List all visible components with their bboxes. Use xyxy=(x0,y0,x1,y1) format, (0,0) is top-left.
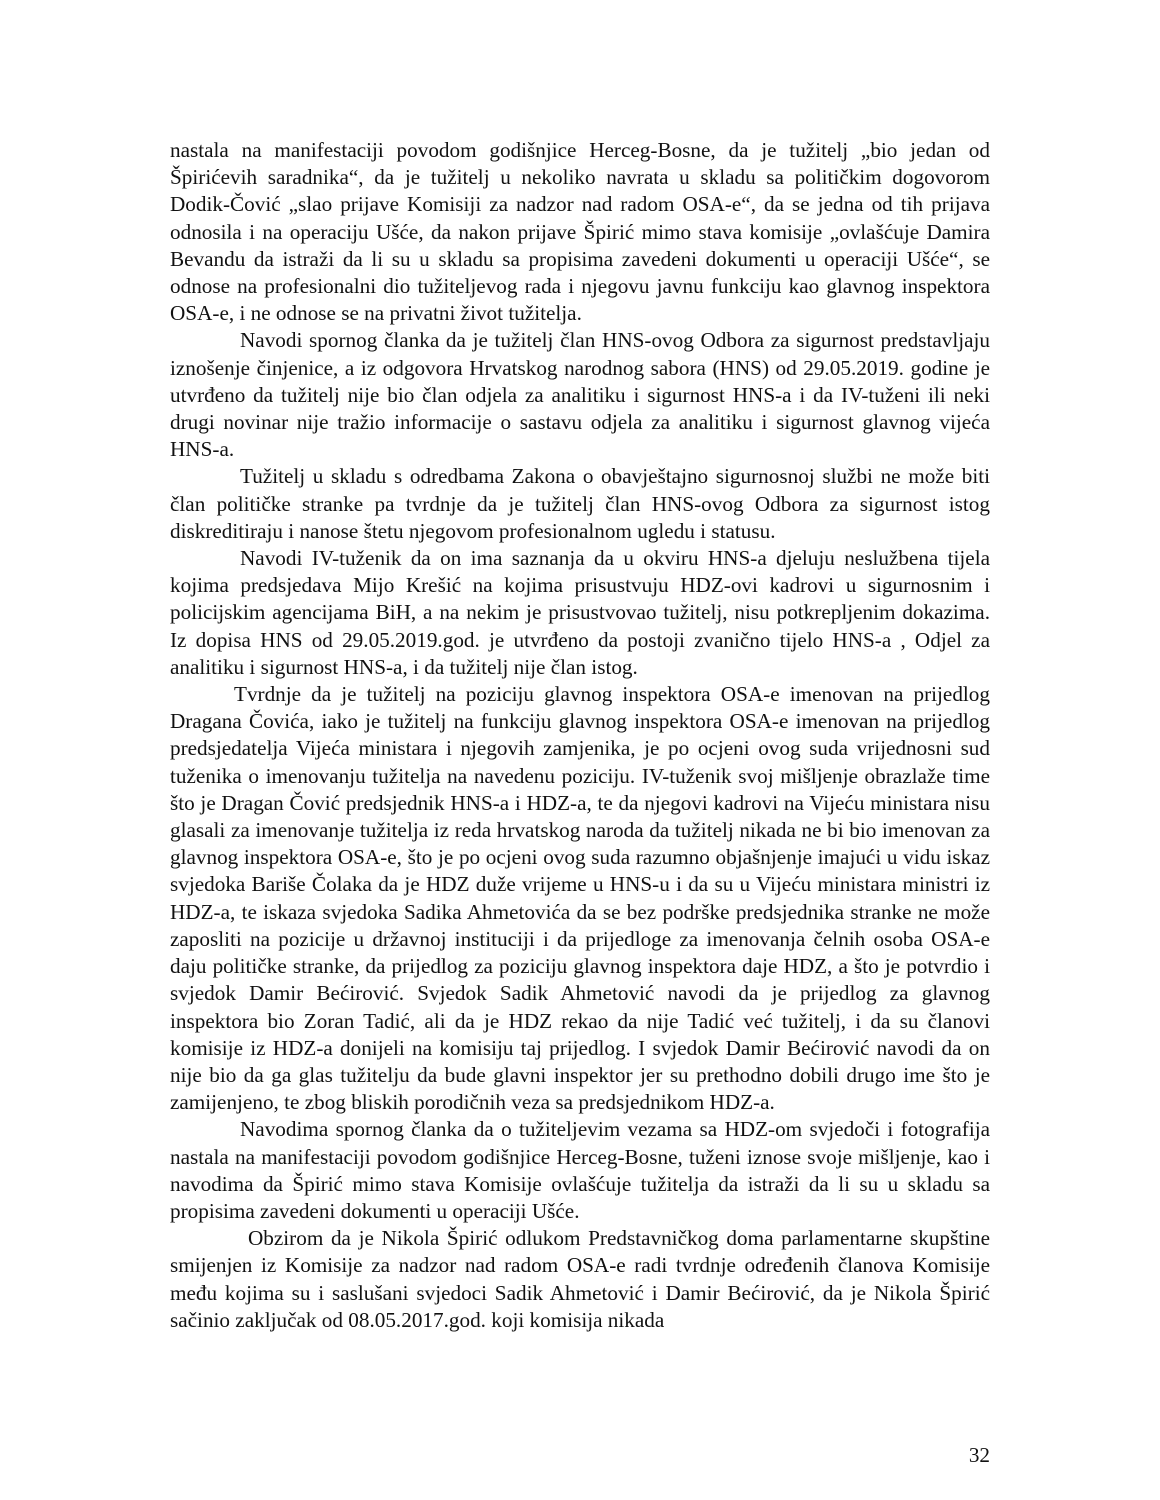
paragraph-navodima-clanka: Navodima spornog članka da o tužiteljevim vezama sa HDZ-om svjedoči i fotografija nastala na manifestaciji povodom godišnjice Herceg-Bosne, tuženi iznose svoje mišljenje, kao i navodima da Špirić mimo stava Komisije ovlašćuje tužitelja da istraži da li su u skladu sa propisima zavedeni dokumenti u operaciji Ušće. xyxy=(170,1117,990,1223)
paragraph-continuation: nastala na manifestaciji povodom godišnjice Herceg-Bosne, da je tužitelj „bio jedan od Špirićevih saradnika“, da je tužitelj u nekoliko navrata u skladu sa političkim dogovorom Dodik-Čović „slao prijave Komisiji za nadzor nad radom OSA-e“, da se jedna od tih prijava odnosila i na operaciju Ušće, da nakon prijave Špirić mimo stava komisije „ovlašćuje Damira Bevandu da istraži da li su u skladu sa propisima zavedeni dokumenti u operaciji Ušće“, se odnose na profesionalni dio tužiteljevog rada i njegovu javnu funkciju kao glavnog inspektora OSA-e, i ne odnose se na privatni život tužitelja. xyxy=(170,138,990,326)
paragraph-zakon-osa: Tužitelj u skladu s odredbama Zakona o obavještajno sigurnosnoj službi ne može biti član političke stranke pa tvrdnje da je tužitelj član HNS-ovog Odbora za sigurnost istog diskreditiraju i nanose štetu njegovom profesionalnom ugledu i statusu. xyxy=(170,464,990,543)
paragraph-tvrdnje-imenovanje: Tvrdnje da je tužitelj na poziciju glavnog inspektora OSA-e imenovan na prijedlog Dragana Čovića, iako je tužitelj na funkciju glavnog inspektora OSA-e imenovan na prijedlog predsjedatelja Vijeća ministara i njegovih zamjenika, je po ocjeni ovog suda vrijednosni sud tuženika o imenovanju tužitelja na navedenu poziciju. IV-tuženik svoj mišljenje obrazlaže time što je Dragan Čović predsjednik HNS-a i HDZ-a, te da njegovi kadrovi na Vijeću ministara nisu glasali za imenovanje tužitelja iz reda hrvatskog naroda da tužitelj nikada ne bi bio imenovan za glavnog inspektora OSA-e, što je po ocjeni ovog suda razumno objašnjenje imajući u vidu iskaz svjedoka Bariše Čolaka da je HDZ duže vrijeme u HNS-u i da su u Vijeću ministara ministri iz HDZ-a, te iskaza svjedoka Sadika Ahmetovića da se bez podrške predsjednika stranke ne može zaposliti na pozicije u državnoj instituciji i da prijedloge za imenovanja čelnih osoba OSA-e daju političke stranke, da prijedlog za poziciju glavnog inspektora daje HDZ, a što je potvrdio i svjedok Damir Bećirović. Svjedok Sadik Ahmetović navodi da je prijedlog za glavnog inspektora bio Zoran Tadić, ali da je HDZ rekao da nije Tadić već tužitelj, i da su članovi komisije iz HDZ-a donijeli na komisiju taj prijedlog. I svjedok Damir Bećirović navodi da on nije bio da ga glas tužitelju da bude glavni inspektor jer su prethodno dobili drugo ime što je zamijenjeno, te zbog bliskih porodičnih veza sa predsjednikom HDZ-a. xyxy=(170,682,990,1115)
paragraph-hns-odbor: Navodi spornog članka da je tužitelj član HNS-ovog Odbora za sigurnost predstavljaju iznošenje činjenice, a iz odgovora Hrvatskog narodnog sabora (HNS) od 29.05.2019. godine je utvrđeno da tužitelj nije bio član odjela za analitiku i sigurnost HNS-a i da IV-tuženi ili neki drugi novinar nije tražio informacije o sastavu odjela za analitiku i sigurnost glavnog vijeća HNS-a. xyxy=(170,328,990,462)
page-number: 32 xyxy=(968,1443,990,1467)
paragraph-obzirom-spiric: Obzirom da je Nikola Špirić odlukom Predstavničkog doma parlamentarne skupštine smijenjen iz Komisije za nadzor nad radom OSA-e radi tvrdnje određenih članova Komisije među kojima su i saslušani svjedoci Sadik Ahmetović i Damir Bećirović, da je Nikola Špirić sačinio zaključak od 08.05.2017.god. koji komisija nikada xyxy=(170,1226,990,1332)
document-page xyxy=(170,137,990,1334)
paragraph-navodi-iv-tuzenik: Navodi IV-tuženik da on ima saznanja da u okviru HNS-a djeluju neslužbena tijela kojima predsjedava Mijo Krešić na kojima prisustvuju HDZ-ovi kadrovi u sigurnosnim i policijskim agencijama BiH, a na nekim je prisustvovao tužitelj, nisu potkrepljenim dokazima. Iz dopisa HNS od 29.05.2019.god. je utvrđeno da postoji zvanično tijelo HNS-a , Odjel za analitiku i sigurnost HNS-a, i da tužitelj nije član istog. xyxy=(170,546,990,679)
